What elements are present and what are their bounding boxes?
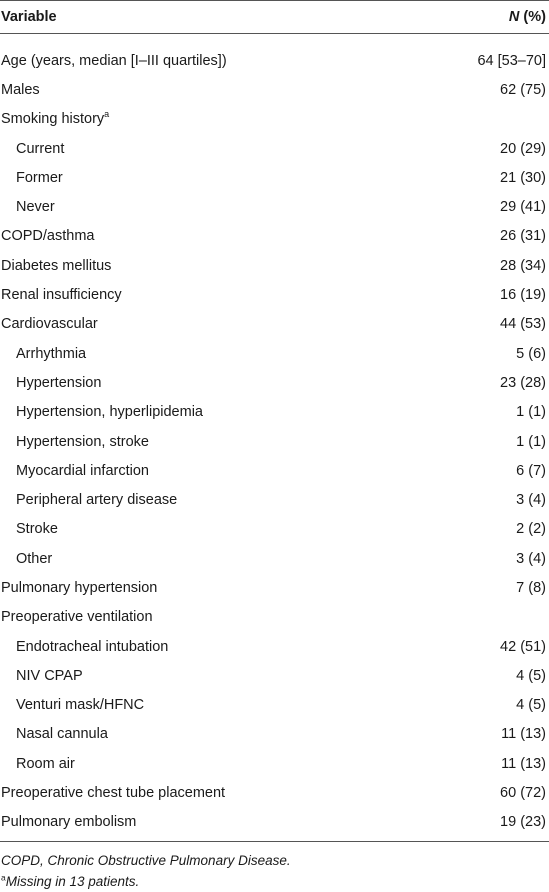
table-row	[0, 749, 549, 778]
row-variable	[0, 287, 122, 303]
table-row	[0, 192, 549, 221]
table-header	[0, 1, 549, 33]
row-variable	[0, 434, 149, 450]
row-variable	[0, 697, 144, 713]
row-value: 7 (8)	[516, 579, 546, 596]
table-footnotes	[0, 842, 549, 892]
table-row	[0, 310, 549, 339]
row-variable	[0, 492, 177, 508]
table-row	[0, 661, 549, 690]
table-row	[0, 398, 549, 427]
row-variable	[0, 580, 157, 596]
row-variable-label: Hypertension	[16, 374, 102, 391]
row-variable	[0, 521, 58, 537]
row-variable	[0, 726, 108, 742]
row-variable-label: Hypertension, hyperlipidemia	[16, 404, 203, 421]
table-row	[0, 222, 549, 251]
table-row	[0, 778, 549, 807]
header-n-italic: N	[508, 9, 520, 25]
row-variable-label: Other	[16, 550, 53, 567]
row-value: 5 (6)	[516, 345, 546, 362]
row-variable-label: Peripheral artery disease	[16, 492, 178, 509]
row-value: 44 (53)	[500, 316, 546, 333]
table-row	[0, 573, 549, 602]
row-variable-label: Endotracheal intubation	[16, 638, 169, 655]
table-row	[0, 339, 549, 368]
row-variable	[0, 316, 98, 332]
row-variable	[0, 258, 111, 274]
row-variable-label: Age (years, median [I–III quartiles])	[1, 52, 227, 69]
row-variable-label: Preoperative chest tube placement	[1, 785, 226, 802]
row-variable	[0, 785, 225, 801]
footnote-a-marker: a	[1, 872, 6, 883]
row-variable-label: Venturi mask/HFNC	[16, 697, 145, 714]
row-value: 20 (29)	[500, 140, 546, 157]
row-value: 1 (1)	[516, 404, 546, 421]
row-variable-label: Renal insufficiency	[1, 287, 122, 304]
row-variable-label: Pulmonary embolism	[1, 814, 137, 831]
row-variable	[0, 404, 203, 420]
row-value: 4 (5)	[516, 667, 546, 684]
row-variable-label: Former	[16, 169, 63, 186]
table-row	[0, 134, 549, 163]
row-variable-label: Males	[1, 81, 40, 98]
row-variable-label: Pulmonary hypertension	[1, 579, 158, 596]
header-variable: Variable	[1, 9, 57, 25]
table-row	[0, 808, 549, 837]
table-row	[0, 515, 549, 544]
row-value: 21 (30)	[500, 169, 546, 186]
row-footnote-marker: a	[104, 109, 110, 120]
row-value: 42 (51)	[500, 638, 546, 655]
row-variable	[0, 111, 109, 127]
table-row	[0, 368, 549, 397]
row-variable-label: Cardiovascular	[1, 316, 98, 333]
row-variable	[0, 814, 136, 830]
row-variable	[0, 756, 75, 772]
row-value: 62 (75)	[500, 81, 546, 98]
row-value: 28 (34)	[500, 257, 546, 274]
row-variable	[0, 199, 55, 215]
row-variable-label: Current	[16, 140, 65, 157]
row-variable	[0, 551, 52, 567]
footnote-a	[1, 871, 549, 892]
header-n-rest: (%)	[519, 9, 546, 25]
row-variable	[0, 639, 168, 655]
row-variable	[0, 375, 101, 391]
header-n-percent	[509, 9, 549, 25]
row-variable-label: COPD/asthma	[1, 228, 95, 245]
table-row	[0, 427, 549, 456]
row-variable-label: Room air	[16, 755, 75, 772]
table-row	[0, 720, 549, 749]
row-value: 29 (41)	[500, 199, 546, 216]
row-value: 19 (23)	[500, 814, 546, 831]
row-value: 3 (4)	[516, 550, 546, 567]
row-variable-label: Preoperative ventilation	[1, 609, 153, 626]
row-variable	[0, 53, 227, 69]
row-value: 60 (72)	[500, 785, 546, 802]
row-variable-label: Diabetes mellitus	[1, 257, 112, 274]
row-variable-label: Stroke	[16, 521, 58, 538]
row-value: 1 (1)	[516, 433, 546, 450]
table-row	[0, 603, 549, 632]
table-row	[0, 544, 549, 573]
row-variable	[0, 228, 94, 244]
row-variable	[0, 609, 153, 625]
row-value: 26 (31)	[500, 228, 546, 245]
table-body	[0, 34, 549, 837]
table-row	[0, 163, 549, 192]
row-value: 11 (13)	[501, 726, 546, 743]
row-value: 4 (5)	[516, 697, 546, 714]
table-row	[0, 280, 549, 309]
table-row	[0, 251, 549, 280]
row-variable-label: Smoking history	[1, 111, 105, 128]
row-value: 3 (4)	[516, 492, 546, 509]
row-value: 11 (13)	[501, 755, 546, 772]
row-variable	[0, 82, 40, 98]
row-variable	[0, 346, 86, 362]
row-value: 6 (7)	[516, 462, 546, 479]
table-row	[0, 632, 549, 661]
footnote-abbreviations: COPD, Chronic Obstructive Pulmonary Disease.	[1, 853, 291, 869]
row-variable-label: Arrhythmia	[16, 345, 87, 362]
row-variable	[0, 668, 83, 684]
table-row	[0, 105, 549, 134]
row-value: 64 [53–70]	[477, 52, 546, 69]
footnote-a-text: Missing in 13 patients.	[5, 874, 140, 890]
table-row	[0, 456, 549, 485]
table-row	[0, 46, 549, 75]
row-variable-label: Hypertension, stroke	[16, 433, 149, 450]
row-variable-label: Myocardial infarction	[16, 462, 149, 479]
row-value: 16 (19)	[500, 287, 546, 304]
row-variable	[0, 463, 149, 479]
table-row	[0, 485, 549, 514]
row-variable	[0, 141, 64, 157]
row-value: 2 (2)	[516, 521, 546, 538]
row-variable-label: NIV CPAP	[16, 667, 83, 684]
row-value: 23 (28)	[500, 374, 546, 391]
row-variable	[0, 170, 63, 186]
table-row	[0, 691, 549, 720]
row-variable-label: Nasal cannula	[16, 726, 108, 743]
table-row	[0, 75, 549, 104]
row-variable-label: Never	[16, 199, 55, 216]
